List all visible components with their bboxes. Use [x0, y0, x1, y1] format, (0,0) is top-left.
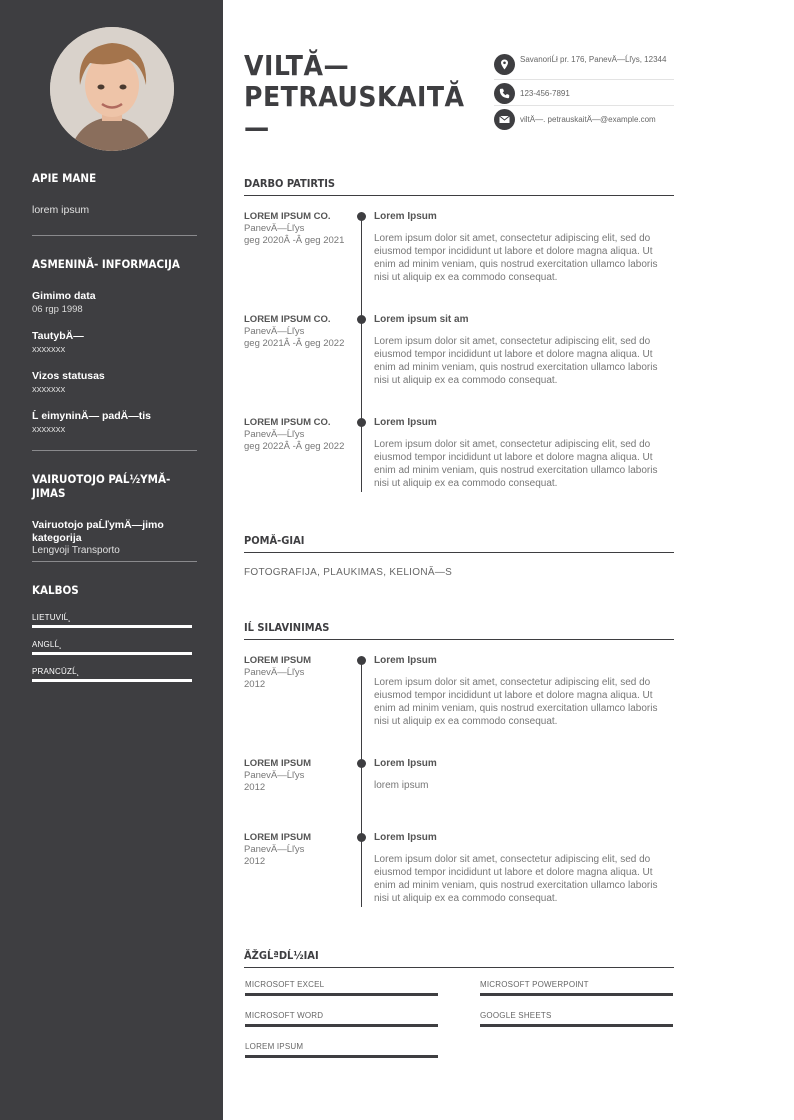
city: PanevÄ—Ĺľys	[244, 429, 305, 440]
language-name: ANGLĹ˛	[32, 640, 63, 649]
skill-item	[245, 1011, 438, 1027]
skill-item	[480, 1011, 673, 1027]
personal-item	[32, 330, 192, 356]
info-label: Vizos statusas	[32, 370, 105, 382]
skill-item	[245, 980, 438, 996]
city: PanevÄ—Ĺľys	[244, 667, 305, 678]
email-icon	[494, 109, 515, 130]
city: PanevÄ—Ĺľys	[244, 223, 305, 234]
skills-title: ĂŽGĹªDĹ½IAI	[244, 949, 674, 968]
language-level	[32, 652, 192, 655]
license-section	[32, 472, 192, 556]
city: PanevÄ—Ĺľys	[244, 770, 305, 781]
skill-item	[480, 980, 673, 996]
language-item	[32, 640, 192, 655]
personal-item	[32, 370, 192, 396]
skill-name: GOOGLE SHEETS	[480, 1011, 552, 1020]
hobbies-title: POMĂ-GIAI	[244, 534, 674, 553]
description: Lorem ipsum dolor sit amet, consectetur adipiscing elit, sed do eiusmod tempor incididunt ut labore et dolore magna aliqua. Ut enim ad minim veniam, quis nostrud exercitation ullamco laboris nisi ut aliquip ex ea commodo consequat.	[374, 439, 658, 489]
info-value: xxxxxxx	[32, 384, 66, 395]
skill-level	[245, 1055, 438, 1058]
language-bar	[32, 679, 192, 682]
info-label: Gimimo data	[32, 290, 96, 302]
role: Lorem Ipsum	[374, 417, 437, 428]
divider	[32, 235, 197, 236]
skill-name: MICROSOFT EXCEL	[245, 980, 325, 989]
timeline-dot	[357, 759, 366, 768]
work-entry-left	[244, 314, 354, 350]
contact-phone	[494, 80, 674, 106]
education-entry-left	[244, 655, 354, 691]
education-entry-left	[244, 758, 354, 794]
languages-section	[32, 583, 192, 682]
info-label: TautybÄ—	[32, 330, 84, 342]
license-label: Vairuotojo paĹľymÄ—jimo kategorija	[32, 519, 164, 544]
description: Lorem ipsum dolor sit amet, consectetur adipiscing elit, sed do eiusmod tempor incididunt ut labore et dolore magna aliqua. Ut enim ad minim veniam, quis nostrud exercitation ullamco laboris nisi ut aliquip ex ea commodo consequat.	[374, 677, 658, 727]
languages-title: KALBOS	[32, 583, 79, 597]
year: 2012	[244, 679, 266, 690]
city: PanevÄ—Ĺľys	[244, 844, 305, 855]
skill-level	[480, 993, 673, 996]
info-value: xxxxxxx	[32, 424, 66, 435]
dates: geg 2021Â -Â geg 2022	[244, 338, 345, 349]
personal-title: ASMENINĂ- INFORMACIJA	[32, 257, 180, 271]
description: Lorem ipsum dolor sit amet, consectetur adipiscing elit, sed do eiusmod tempor incididunt ut labore et dolore magna aliqua. Ut enim ad minim veniam, quis nostrud exercitation ullamco laboris nisi ut aliquip ex ea commodo consequat.	[374, 854, 658, 904]
language-level	[32, 625, 192, 628]
language-name: LIETUVIĹ˛	[32, 613, 72, 622]
divider	[32, 561, 197, 562]
work-entry-right	[374, 417, 672, 490]
timeline-dot	[357, 656, 366, 665]
contact-email	[494, 106, 674, 131]
year: 2012	[244, 782, 266, 793]
contact-block	[494, 54, 674, 131]
education-title: IĹ SILAVINIMAS	[244, 621, 674, 640]
education-timeline	[361, 659, 362, 907]
info-value: xxxxxxx	[32, 344, 66, 355]
year: 2012	[244, 856, 266, 867]
dates: geg 2020Â -Â geg 2021	[244, 235, 345, 246]
personal-item	[32, 410, 192, 436]
work-entry-right	[374, 314, 672, 387]
skill-bar	[245, 1055, 438, 1058]
description: lorem ipsum	[374, 780, 429, 791]
timeline-dot	[357, 418, 366, 427]
description: Lorem ipsum dolor sit amet, consectetur adipiscing elit, sed do eiusmod tempor incididunt ut labore et dolore magna aliqua. Ut enim ad minim veniam, quis nostrud exercitation ullamco laboris nisi ut aliquip ex ea commodo consequat.	[374, 233, 658, 283]
skill-bar	[480, 993, 673, 996]
degree: Lorem Ipsum	[374, 758, 437, 769]
skill-item	[245, 1042, 438, 1058]
school: LOREM IPSUM	[244, 758, 312, 769]
profile-photo	[50, 27, 174, 151]
phone-icon	[494, 83, 515, 104]
about-section	[32, 171, 192, 216]
work-entry-left	[244, 417, 354, 453]
company: LOREM IPSUM CO.	[244, 314, 331, 325]
skill-bar	[245, 1024, 438, 1027]
school: LOREM IPSUM	[244, 655, 312, 666]
skill-name: LOREM IPSUM	[245, 1042, 304, 1051]
personal-section	[32, 257, 192, 436]
education-entry-right	[374, 832, 672, 905]
license-value: Lengvoji Transporto	[32, 545, 120, 556]
company: LOREM IPSUM CO.	[244, 211, 331, 222]
divider	[32, 450, 197, 451]
education-entry-right	[374, 758, 672, 792]
work-entry-right	[374, 211, 672, 284]
skill-level	[245, 1024, 438, 1027]
school: LOREM IPSUM	[244, 832, 312, 843]
language-item	[32, 613, 192, 628]
contact-address	[494, 54, 674, 80]
about-text: lorem ipsum	[32, 204, 90, 216]
dates: geg 2022Â -Â geg 2022	[244, 441, 345, 452]
license-title: VAIRUOTOJO PAĹ½YMĂ-JIMAS	[32, 472, 171, 500]
phone-text[interactable]: 123-456-7891	[520, 89, 570, 98]
work-timeline	[361, 215, 362, 492]
role: Lorem Ipsum	[374, 211, 437, 222]
sidebar	[0, 0, 223, 1120]
info-value: 06 rgp 1998	[32, 304, 83, 315]
education-entry-right	[374, 655, 672, 728]
address-text: SavanoriĹł pr. 176, PanevÄ—Ĺľys, 12344	[520, 55, 667, 64]
timeline-dot	[357, 833, 366, 842]
degree: Lorem Ipsum	[374, 832, 437, 843]
candidate-name: VILTĂ— PETRAUSKAITĂ—	[244, 49, 465, 144]
role: Lorem ipsum sit am	[374, 314, 469, 325]
work-title: DARBO PATIRTIS	[244, 177, 674, 196]
language-level	[32, 679, 192, 682]
skill-bar	[245, 993, 438, 996]
info-label: Ĺ eimyninÄ— padÄ—tis	[32, 410, 152, 422]
timeline-dot	[357, 315, 366, 324]
timeline-dot	[357, 212, 366, 221]
skill-name: MICROSOFT WORD	[245, 1011, 324, 1020]
hobbies-text: FOTOGRAFIJA, PLAUKIMAS, KELIONĂ—S	[244, 567, 453, 578]
description: Lorem ipsum dolor sit amet, consectetur adipiscing elit, sed do eiusmod tempor incididunt ut labore et dolore magna aliqua. Ut enim ad minim veniam, quis nostrud exercitation ullamco laboris nisi ut aliquip ex ea commodo consequat.	[374, 336, 658, 386]
degree: Lorem Ipsum	[374, 655, 437, 666]
skill-bar	[480, 1024, 673, 1027]
about-title: APIE MANE	[32, 171, 97, 185]
skill-level	[245, 993, 438, 996]
language-item	[32, 667, 192, 682]
city: PanevÄ—Ĺľys	[244, 326, 305, 337]
location-pin-icon	[494, 54, 515, 75]
skill-name: MICROSOFT POWERPOINT	[480, 980, 589, 989]
work-entry-left	[244, 211, 354, 247]
email-text[interactable]: viltÄ—. petrauskaitÄ—@example.com	[520, 115, 656, 124]
personal-item	[32, 290, 192, 316]
language-bar	[32, 625, 192, 628]
company: LOREM IPSUM CO.	[244, 417, 331, 428]
education-entry-left	[244, 832, 354, 868]
language-name: PRANCŪZĹ˛	[32, 667, 80, 676]
skill-level	[480, 1024, 673, 1027]
language-bar	[32, 652, 192, 655]
